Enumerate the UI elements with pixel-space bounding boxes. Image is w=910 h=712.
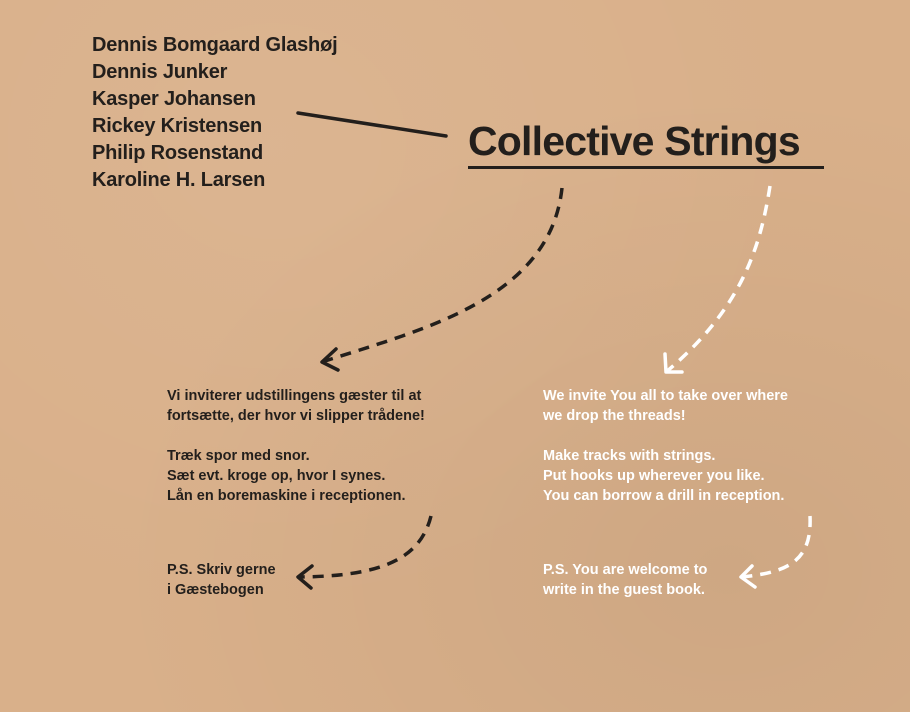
danish-instruction-line: Lån en boremaskine i receptionen. [167,488,406,504]
danish-intro-line: Vi inviterer udstillingens gæster til at [167,388,422,404]
dashed-arrow-to-danish-ps [300,516,431,577]
english-instruction-line: Put hooks up wherever you like. [543,468,765,484]
english-ps-line: write in the guest book. [543,582,705,598]
english-text-block [543,386,788,506]
danish-ps-line: P.S. Skriv gerne [167,562,276,578]
artist-name: Dennis Junker [92,61,228,83]
exhibition-title: Collective Strings [468,118,800,164]
artist-name: Dennis Bomgaard Glashøj [92,34,338,56]
dashed-arrow-to-danish [322,188,562,362]
english-intro-line: we drop the threads! [543,408,686,424]
danish-intro-line: fortsætte, der hvor vi slipper trådene! [167,408,425,424]
danish-ps-line: i Gæstebogen [167,582,264,598]
english-ps-line: P.S. You are welcome to [543,562,708,578]
danish-text-block [167,386,425,506]
arrowhead-icon [665,354,682,372]
danish-ps-block [167,560,276,600]
paragraph-spacer [167,426,425,446]
connector-line [298,113,446,136]
artist-name: Kasper Johansen [92,88,256,110]
artist-name: Philip Rosenstand [92,142,264,164]
danish-instruction-line: Træk spor med snor. [167,448,310,464]
artist-name: Rickey Kristensen [92,115,263,137]
danish-instruction-line: Sæt evt. kroge op, hvor I synes. [167,468,386,484]
english-intro-line: We invite You all to take over where [543,388,788,404]
english-instruction-line: Make tracks with strings. [543,448,716,464]
english-ps-block [543,560,707,600]
arrowhead-icon [298,566,312,588]
dashed-arrow-to-english [666,186,770,372]
english-instruction-line: You can borrow a drill in reception. [543,488,785,504]
paragraph-spacer [543,426,788,446]
artist-name: Karoline H. Larsen [92,169,266,191]
